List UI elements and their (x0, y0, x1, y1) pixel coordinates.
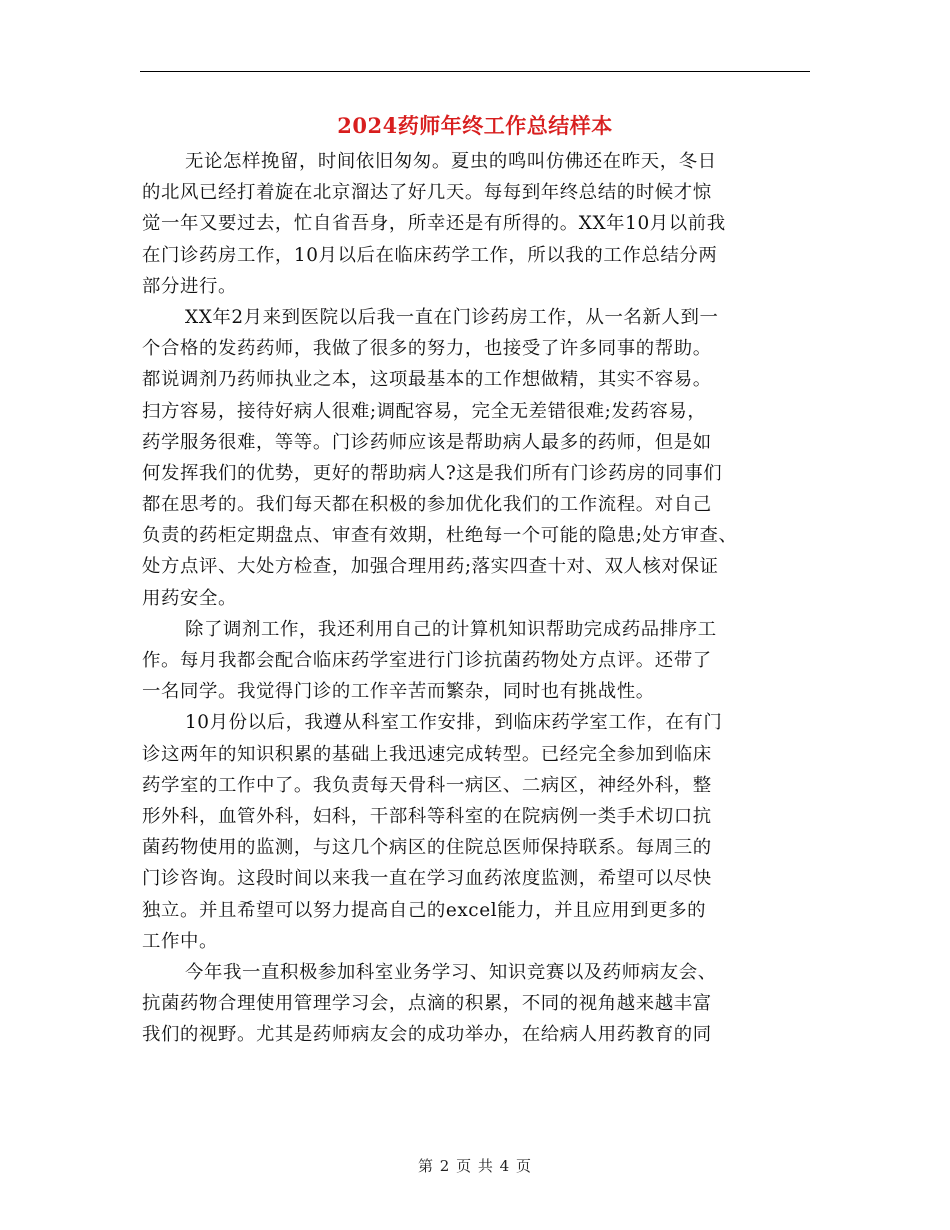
text-line: 我们的视野。尤其是药师病友会的成功举办，在给病人用药教育的同 (142, 1024, 712, 1046)
text-line: 何发挥我们的优势，更好的帮助病人?这是我们所有门诊药房的同事们 (142, 462, 723, 484)
paragraph (142, 146, 810, 302)
paragraph (142, 957, 810, 1051)
paragraph (142, 302, 810, 614)
text-line: 一名同学。我觉得门诊的工作辛苦而繁杂，同时也有挑战性。 (142, 681, 655, 703)
text-line: 除了调剂工作，我还利用自己的计算机知识帮助完成药品排序工 (185, 618, 717, 640)
text-line: 抗菌药物合理使用管理学习会，点滴的积累，不同的视角越来越丰富 (142, 993, 712, 1015)
text-line: 的北风已经打着旋在北京溜达了好几天。每每到年终总结的时候才惊 (142, 182, 712, 204)
text-line: 扫方容易，接待好病人很难;调配容易，完全无差错很难;发药容易， (142, 400, 707, 422)
text-line: 负责的药柜定期盘点、审查有效期，杜绝每一个可能的隐患;处方审查、 (142, 525, 738, 547)
paragraph (142, 707, 810, 957)
text-line: 工作中。 (142, 930, 218, 952)
text-line: 部分进行。 (142, 275, 237, 297)
paragraph (142, 614, 810, 708)
text-line: 处方点评、大处方检查，加强合理用药;落实四查十对、双人核对保证 (142, 556, 719, 578)
text-line: 今年我一直积极参加科室业务学习、知识竞赛以及药师病友会、 (185, 961, 717, 983)
page-footer: 第 2 页 共 4 页 (418, 1157, 532, 1175)
text-line: 诊这两年的知识积累的基础上我迅速完成转型。已经完全参加到临床 (142, 743, 712, 765)
text-line: 独立。并且希望可以努力提高自己的excel能力，并且应用到更多的 (142, 899, 707, 921)
text-line: 10月份以后，我遵从科室工作安排，到临床药学室工作，在有门 (185, 712, 723, 734)
text-line: 作。每月我都会配合临床药学室进行门诊抗菌药物处方点评。还带了 (142, 650, 712, 671)
document-body (142, 146, 810, 1050)
text-line: 都在思考的。我们每天都在积极的参加优化我们的工作流程。对自己 (142, 494, 712, 516)
text-line: 菌药物使用的监测，与这几个病区的住院总医师保持联系。每周三的 (142, 837, 712, 859)
header-rule (140, 71, 810, 72)
text-line: 个合格的发药药师，我做了很多的努力，也接受了许多同事的帮助。 (142, 338, 712, 360)
document-title: 2024药师年终工作总结样本 (337, 113, 613, 138)
text-line: 在门诊药房工作，10月以后在临床药学工作，所以我的工作总结分两 (142, 244, 718, 266)
text-line: 用药安全。 (142, 587, 237, 609)
text-line: 形外科，血管外科，妇科，干部科等科室的在院病例一类手术切口抗 (142, 805, 712, 827)
text-line: 无论怎样挽留，时间依旧匆匆。夏虫的鸣叫仿佛还在昨天，冬日 (185, 151, 717, 172)
text-line: 门诊咨询。这段时间以来我一直在学习血药浓度监测，希望可以尽快 (142, 868, 712, 890)
text-line: 药学室的工作中了。我负责每天骨科一病区、二病区，神经外科，整 (142, 774, 712, 796)
text-line: XX年2月来到医院以后我一直在门诊药房工作，从一名新人到一 (185, 306, 719, 328)
text-line: 都说调剂乃药师执业之本，这项最基本的工作想做精，其实不容易。 (142, 369, 712, 391)
text-line: 药学服务很难，等等。门诊药师应该是帮助病人最多的药师，但是如 (142, 431, 712, 453)
text-line: 觉一年又要过去，忙自省吾身，所幸还是有所得的。XX年10月以前我 (142, 213, 726, 235)
